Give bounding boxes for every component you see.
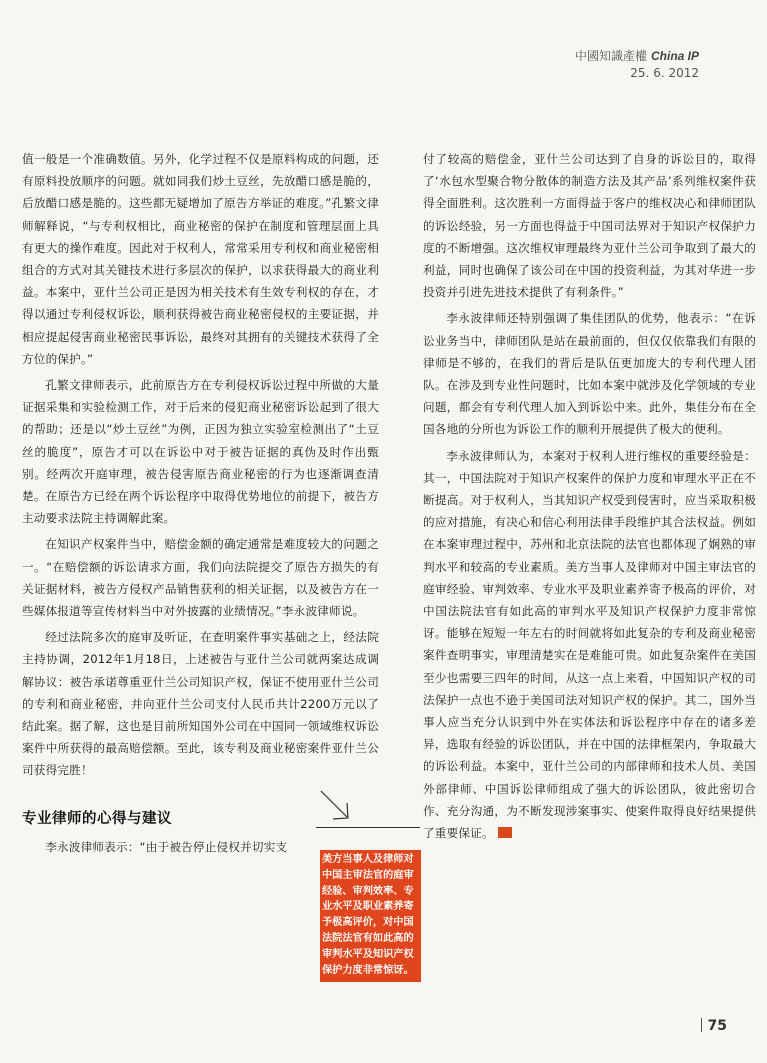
left-column bbox=[22, 148, 379, 862]
end-mark-icon bbox=[498, 827, 512, 838]
issue-date: 25. 6. 2012 bbox=[630, 66, 699, 80]
left-paragraph: 值一般是一个准确数值。另外，化学过程不仅是原料构成的问题，还有原料投放顺序的问题。就如同我们炒土豆丝，先放醋口感是脆的，后放醋口感是脆的。这些都无疑增加了原告方举证的难度。”孔繁文律师解释说，“与专利权相比，商业秘密的保护在制度和管理层面上具有更大的操作难度。因此对于权利人，常常采用专利权和商业秘密相组合的方式对其关键技术进行多层次的保护，以求获得最大的商业利益。本案中，亚什兰公司正是因为相关技术有生效专利权的存在，才得以通过专利侵权诉讼，顺利获得被告商业秘密侵权的主要证据，并相应提起侵害商业秘密民事诉讼，最终对其拥有的关键技术获得了全方位的保护。” bbox=[22, 152, 379, 366]
brand-cn: 中國知識產權 bbox=[574, 49, 647, 63]
page-header bbox=[575, 48, 699, 82]
page-number-text: 75 bbox=[707, 1018, 727, 1034]
brand-en: China IP bbox=[650, 49, 699, 63]
page-number-divider bbox=[701, 1018, 702, 1032]
pullquote: 美方当事人及律师对中国主审法官的庭审经验、审判效率、专业水平及职业素养寄予极高评价，对中国法院法官有如此高的审判水平及知识产权保护力度非常惊讶。 bbox=[320, 850, 421, 982]
page-number bbox=[701, 1018, 727, 1034]
right-paragraph bbox=[423, 445, 756, 845]
left-paragraph: 在知识产权案件当中，赔偿金额的确定通常是难度较大的问题之一。“在赔偿额的诉讼请求方面，我们向法院提交了原告方损失的有关证据材料，被告方侵权产品销售获利的相关证据，以及被告方在一些媒体报道等宣传材料当中对外披露的业绩情况。”李永波律师说。 bbox=[22, 537, 379, 619]
right-paragraph-text: 李永波律师认为，本案对于权利人进行维权的重要经验是：其一，中国法院对于知识产权案件的保护力度和审理水平正在不断提高。对于权利人，当其知识产权受到侵害时，应当采取积极的应对措施，有决心和信心利用法律手段维护其合法权益。例如在本案审理过程中，苏州和北京法院的法官也都体现了娴熟的审判水平和较高的专业素质。美方当事人及律师对中国主审法官的庭审经验、审判效率、专业水平及职业素养寄予极高的评价，对中国法院法官有如此高的审判水平及知识产权保护力度非常惊讶。能够在短短一年左右的时间就将如此复杂的专利及商业秘密案件查明事实，审理清楚实在是难能可贵。如此复杂案件在美国至少也需要三四年的时间，从这一点上来看，中国知识产权的司法保护一点也不逊于美国司法对知识产权的保护。其二，国外当事人应当充分认识到中外在实体法和诉讼程序中存在的诸多差异，选取有经验的诉讼团队，并在中国的法律框架内，争取最大的诉讼利益。本案中，亚什兰公司的内部律师和技术人员、美国外部律师、中国诉讼律师组成了强大的诉讼团队，彼此密切合作、充分沟通，为不断发现涉案事实、使案件取得良好结果提供了重要保证。 bbox=[423, 448, 756, 841]
section-title: 专业律师的心得与建议 bbox=[22, 810, 172, 827]
arrow-icon bbox=[317, 787, 357, 827]
left-paragraph: 经过法院多次的庭审及听证，在查明案件事实基础之上，经法院主持协调，2012年1月18日，上述被告与亚什兰公司就两案达成调解协议：被告承诺尊重亚什兰公司知识产权，保证不使用亚什兰公司的专利和商业秘密，并向亚什兰公司支付人民币共计2200万元以了结此案。据了解，这也是目前所知国外公司在中国同一领域维权诉讼案件中所获得的最高赔偿额。至此，该专利及商业秘密案件亚什兰公司获得完胜！ bbox=[22, 630, 379, 778]
right-column bbox=[423, 148, 756, 848]
magazine-brand bbox=[575, 48, 699, 65]
right-paragraph: 付了较高的赔偿金，亚什兰公司达到了自身的诉讼目的，取得了‘水包水型聚合物分散体的制造方法及其产品’系列维权案件获得全面胜利。这次胜利一方面得益于客户的维权决心和律师团队的诉讼经验，另一方面也得益于中国司法界对于知识产权保护力度的不断增强。这次维权审理最终为亚什兰公司争取到了最大的利益，同时也确保了该公司在中国的投资利益，为其对华进一步投资并引进先进技术提供了有利条件。” bbox=[423, 152, 756, 300]
right-paragraph: 李永波律师还特别强调了集佳团队的优势，他表示：“在诉讼业务当中，律师团队是站在最前面的，但仅仅依靠我们有限的律师是不够的，在我们的背后是队伍更加庞大的专利代理人团队。在涉及到专业性问题时，比如本案中就涉及化学领域的专业问题，都会有专利代理人加入到诉讼中来。此外，集佳分布在全国各地的分所也为诉讼工作的顺利开展提供了极大的便利。 bbox=[423, 311, 756, 437]
left-paragraph: 孔繁文律师表示，此前原告方在专利侵权诉讼过程中所做的大量证据采集和实验检测工作，对于后来的侵犯商业秘密诉讼起到了很大的帮助；还是以“炒土豆丝”为例，正因为独立实验室检测出了“土豆丝的脆度”，原告才可以在诉讼中对于被告证据的真伪及时作出甄别。经两次开庭审理，被告侵害原告商业秘密的行为也逐渐调查清楚。在原告方已经在两个诉讼程序中取得优势地位的前提下，被告方主动要求法院主持调解此案。 bbox=[22, 378, 379, 526]
left-paragraph: 李永波律师表示：“由于被告停止侵权并切实支 bbox=[45, 839, 288, 854]
pullquote-rule bbox=[316, 827, 420, 828]
